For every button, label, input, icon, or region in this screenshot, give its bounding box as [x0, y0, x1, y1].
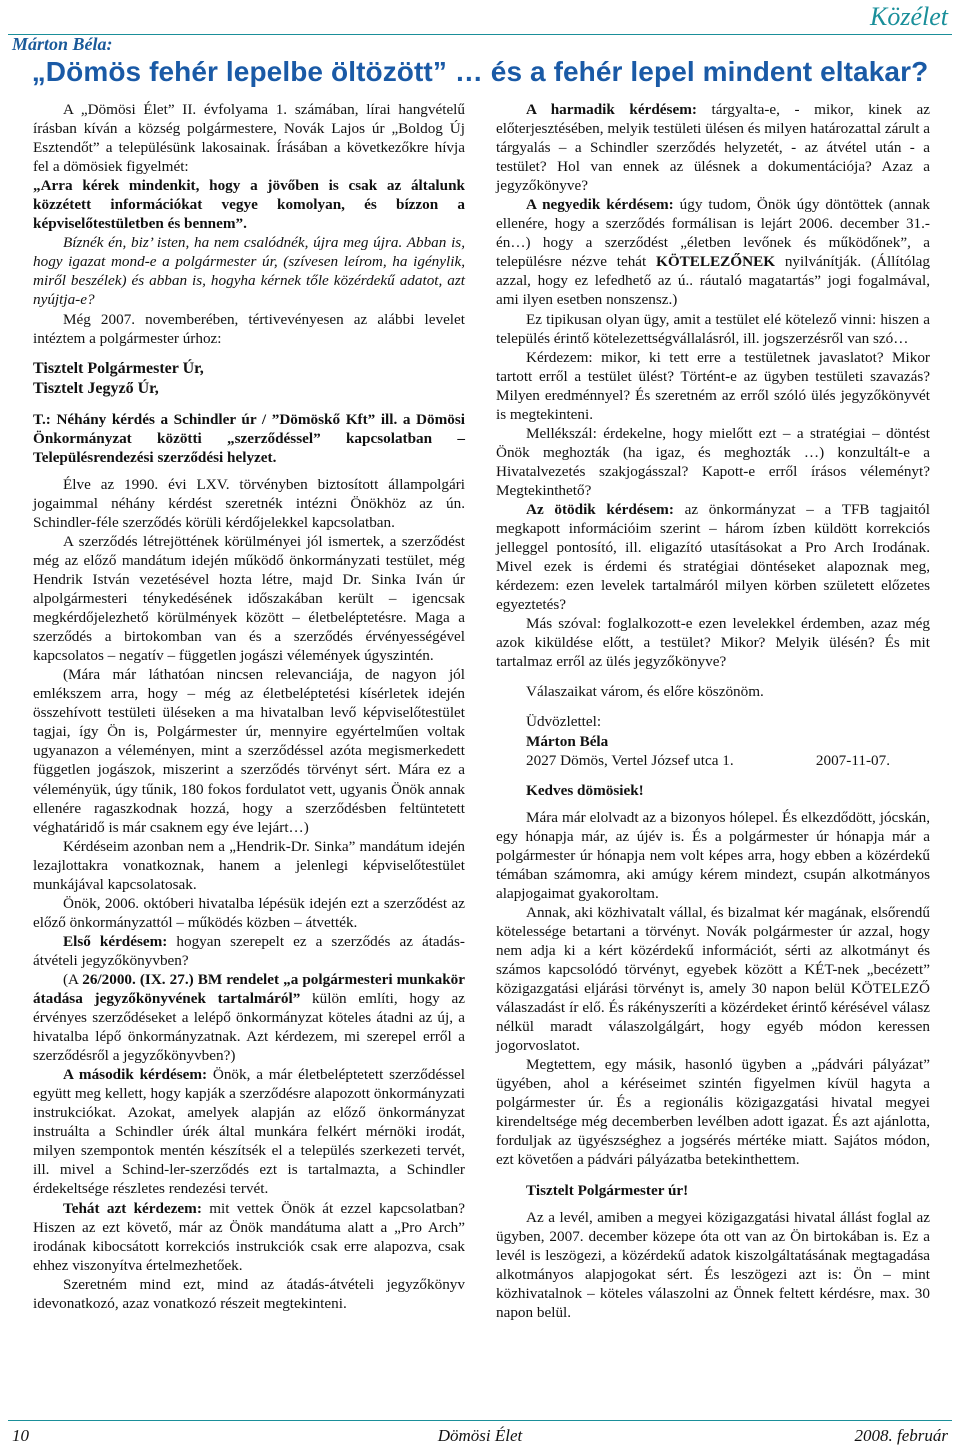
question-label: A harmadik kérdésem: — [526, 101, 697, 118]
salutation-notary: Tisztelt Jegyző Úr, — [33, 379, 159, 397]
question-label: A negyedik kérdésem: — [526, 196, 674, 214]
question-paragraph — [33, 1199, 465, 1275]
emphasis: KÖTELEZŐNEK — [656, 253, 776, 271]
footer-divider — [8, 1420, 952, 1421]
paragraph: Ez tipikusan olyan ügy, amit a testület elé kötelező vinni: hiszen a település érintő kötelezettségvállalásról, ill. jogszerzésről van szó… — [496, 310, 930, 347]
subject-line: T.: Néhány kérdés a Schindler úr / ”Dömöskő Kft” ill. a Dömösi Önkormányzat közötti „szerződéssel” kapcsolatban – Településrendezési szerződési helyzet. — [33, 410, 465, 466]
question-paragraph — [33, 932, 465, 970]
greeting: Üdvözlettel: — [526, 713, 602, 731]
right-column — [496, 100, 930, 1322]
paragraph: Megtettem, egy másik, hasonló ügyben a „pádvári pályázat” ügyében, ahol a kéréseimet szintén figyelmen kívül hagyta a polgármester úr. És a regionális közigazgatási hivatal megyei kirendeltsége még decemberben levélben adott igazat. És azt ajánlotta, forduljak az ügyészséghez a jogsérés mértéke miatt. Sajátos módon, ezt követően a pádvári pályázatba betekinthettem. — [496, 1056, 930, 1169]
salutation-mayor: Tisztelt Polgármester Úr, — [33, 359, 204, 377]
publication-name: Dömösi Élet — [437, 1426, 523, 1445]
paragraph: Önök, 2006. októberi hivatalba lépésük idején ezt a szerződést az előző önkormányzattól – működés közben – átvették. — [33, 894, 465, 931]
signature-address — [496, 751, 930, 770]
question-text: úgy tudom, Önök úgy döntöttek (annak ellenére, hogy a szerződés formálisan is lejárt 2006. december 31.-én…) hogy a szerződést „életben levőnek és működőnek”, a településre nézve tehát — [496, 196, 930, 271]
paragraph: A „Dömösi Élet” II. évfolyama 1. számában, lírai hangvételű írásban kíván a község polgármestere, Novák Lajos úr „Boldog Új Esztendőt” a településünk lakosainak. Írásában a következőkre hívja fel a dömösiek figyelmét: — [33, 101, 465, 176]
paragraph: Szeretném mind ezt, mind az átadás-átvételi jegyzőkönyv idevonatkozó, azaz vonatkozó részeit megtekinteni. — [33, 1275, 465, 1312]
header-divider — [8, 34, 952, 35]
paragraph: Az a levél, amiben a megyei közigazgatási hivatal állást foglal az ügyben, 2007. december közepe óta ott van az Ön birtokában is. Ez a levél is leszögezi, a közérdekű adatok kiszolgáltatásának megtagadása alkotmányos alapjogokat sért. És leszögezi azt is: Ön – mint közhivatalnok – köteles válaszolni az Önnek feltett kérdésre, max. 30 napon belül. — [496, 1208, 930, 1321]
question-text: nyilvánítják. (Állítólag azzal, hogy ez lefedhető az ú.. ráutaló magatartás” jogi fogalmával, ami ilyen esetben nonszensz.) — [496, 253, 930, 309]
question-paragraph — [33, 1065, 465, 1198]
question-label: Az ötödik kérdésem: — [526, 500, 674, 518]
quote-paragraph: „Arra kérek mindenkit, hogy a jövőben is csak az általunk közzétett információkat vegye komolyan, és bízzon a képviselőtestületben és bennem”. — [33, 177, 465, 233]
paragraph: A szerződés létrejöttének körülményei jól ismertek, a szerződést még az előző mandátum idején működő önkormányzati testület, még Hendrik István vezetésével hozta létre, majd Dr. Sinka Iván úr alpolgármesteri ténykedésének időszakában került – igencsak megkérdőjelezhető körülmények között – életbeléptetésre. Maga a szerződés a birtokomban van és a szerződés érvényességével kapcsolatos – negatív – független jogászi vélemények úgyszintén. — [33, 532, 465, 665]
section-label: Közélet — [870, 2, 948, 31]
paragraph: Kérdezem: mikor, ki tett erre a testületnek javaslatot? Mikor tartott erről a testület ülést? Történt-e az ügyben testületi szavazás? Milyen eredménnyel? És szeretném az erről szóló ülés jegyzőkönyvét is megtekinteni. — [496, 348, 930, 423]
paragraph — [33, 970, 465, 1065]
letter-date: 2007-11-07. — [815, 751, 890, 769]
paren-open: (A — [63, 970, 83, 988]
question-text: az önkormányzat – a TFB tagjaitól megkapott információim szerint – három ízben küldött korrekciós jelleggel pontosító, ill. eligazító utasításokat a Pro Arch Irodának. Mivel ezek is érdemi és stratégiai döntéseket alapoznak meg, kérdezem: ezen levelek tartalmáról milyen körben született előzetes egyeztetés? — [496, 500, 930, 614]
paragraph: Mellékszál: érdekelne, hogy mielőtt ezt – a stratégiai – döntést Önök meghozták (ha igaz, és meghozták …) konzultált-e a Hivatalvezetés szakjogásszal? Kapott-e erről írásos véleményt? Megtekinthető? — [496, 424, 930, 499]
question-label: Tehát azt kérdezem: — [63, 1199, 202, 1217]
paragraph: Még 2007. novemberében, tértivevényesen az alábbi levelet intéztem a polgármester úrhoz: — [33, 310, 465, 347]
question-paragraph — [496, 500, 930, 614]
paragraph: Más szóval: foglalkozott-e ezen levelekkel érdemben, azaz még azok kiküldése előtt, a testület? Mikor? Melyik ülésén? És mit tartalmaz erről az ülés jegyzőkönyve? — [496, 615, 930, 671]
paragraph: Annak, aki közhivatalt vállal, és bizalmat kér magának, elsőrendű kötelessége betartani a törvényt. Novák polgármester úr azzal, hogy nem adja ki a kért közérdekű információt, sérti az alkotmányt és számos kapcsolódó törvényt, egyebek között a KÉT-nek „becézett” közigazgatási eljárási törvényt is, amely 30 napon belül KÖTELEZŐ válaszadást ír elő. És rákényszeríti a közérdeket érintő kérésével válasz nélkül maradt válaszolgálgárt, hogy egyéb módon keressen jogorvoslatot. — [496, 903, 930, 1055]
paragraph: (Mára már láthatóan nincsen relevanciája, de nagyon jól emlékszem arra, hogy – még az életbeléptetési kísérletek idején összehívott testületi üléseken a ma hivatalban levő képviselőtestület tagjai, így Ön is, Polgármester úr, mennyire egyértelműen voltak ugyanazon a véleményen, mint a szerződéssel azóta megismerkedett független jogászok, miszerint a szerződés törvényt sért. Mára ez a véleményük, úgy tűnik, 180 fokos fordulatot vett, ugyanis Önök annak ellenére ragaszkodnak hozzá, hogy a szerződésben feltüntetett véghatáridő is már csaknem egy éve lejárt…) — [33, 666, 465, 836]
address: 2027 Dömös, Vertel József utca 1. — [526, 751, 734, 769]
signature-name: Márton Béla — [526, 732, 609, 750]
paragraph: Kérdéseim azonban nem a „Hendrik-Dr. Sinka” mandátum idején lezajlottakra vonatkoznak, hanem a jelenlegi képviselőtestület munkájával kapcsolatosak. — [33, 837, 465, 893]
question-paragraph — [496, 195, 930, 309]
paragraph: Mára már elolvadt az a bizonyos hólepel. És elkezdődött, jócskán, egy hónapja már, az újév is. És a polgármester úr hónapja már a polgármester úr hónapja nem volt képes arra, hogy ebben a közérdekű témában számomra, aki amúgy kérem mindezt, csupán alkotmányos alapjogaimat gyakoroltam. — [496, 808, 930, 902]
paragraph: Bíznék én, biz’ isten, ha nem csalódnék, újra meg újra. Abban is, hogy igazat mond-e a polgármester úr, (szívesen leírom, ha igénylik, miről beszélek) és abban is, hogyha kérnek tőle közérdekű adatot, azt nyújtja-e? — [33, 234, 465, 309]
issue-date: 2008. február — [854, 1426, 948, 1445]
question-paragraph — [496, 100, 930, 195]
regulation-reference: 26/2000. (IX. 27.) BM rendelet „a polgármesteri munkakör átadása jegyzőkönyvének tartalmáról” — [33, 970, 466, 1008]
article-headline: „Dömös fehér lepelbe öltözött” … és a fehér lepel mindent eltakar? — [31, 56, 929, 87]
section-salutation: Tisztelt Polgármester úr! — [526, 1181, 689, 1199]
left-column — [33, 100, 465, 1313]
question-text: Önök, a már életbeléptetett szerződéssel együtt meg kellett, hogy kapják a szerződésre alapozott önkormányzati instrukciókat. Azokat, amelyek alapján az előző önkormányzat instruálta a Schindler úrék által munkára felkért mérnöki irodát, milyen szempontok mentén készítsék el a település szerkezeti tervét, ill. mivel a Schind-ler-szerződés ezt is tartalmazta, a Schindler érdekeltsége részletes rendezési tervét. — [33, 1066, 465, 1198]
question-text: tárgyalta-e, - mikor, kinek az előterjesztésében, melyik testületi ülésen és milyen határozattal zárult a tárgyalás – a Schindler szerződés helyzetét, - az átvétel után - a testület? Hol van ennek az ülésnek a dokumentációja? Azaz a jegyzőkönyve? — [496, 101, 930, 195]
paragraph-text: külön említi, hogy az érvényes szerződéseket a lelépő önkormányzat köteles átadni az új, a hivatalba lépő önkormányzatnak. Azt kérdezem, mi szerepel erről a szerződésről a jegyzőkönyvben?) — [33, 990, 465, 1065]
page-number: 10 — [12, 1426, 29, 1445]
question-label: Első kérdésem: — [63, 932, 168, 950]
question-text: hogyan szerepelt ez a szerződés az átadás-átvételi jegyzőkönyvben? — [33, 932, 465, 969]
question-label: A második kérdésem: — [63, 1066, 208, 1084]
question-text: mit vettek Önök át ezzel kapcsolatban? Hiszen az ezt követő, már az Önök mandátuma alatt a „Pro Arch” irodának kibocsátott korrekciós instrukciók csak erre alapozva, csak ehhez viszonyítva értelmezhetőek. — [33, 1199, 465, 1274]
paragraph: Élve az 1990. évi LXV. törvényben biztosított állampolgári jogaimmal néhány kérdést szeretnék intézni Önökhöz az ún. Schindler-féle szerződés körüli kérdőjelekkel kapcsolatban. — [33, 475, 465, 531]
section-salutation: Kedves dömösiek! — [526, 781, 644, 799]
author-byline: Márton Béla: — [12, 34, 113, 54]
closing-line: Válaszaikat várom, és előre köszönöm. — [526, 683, 764, 701]
